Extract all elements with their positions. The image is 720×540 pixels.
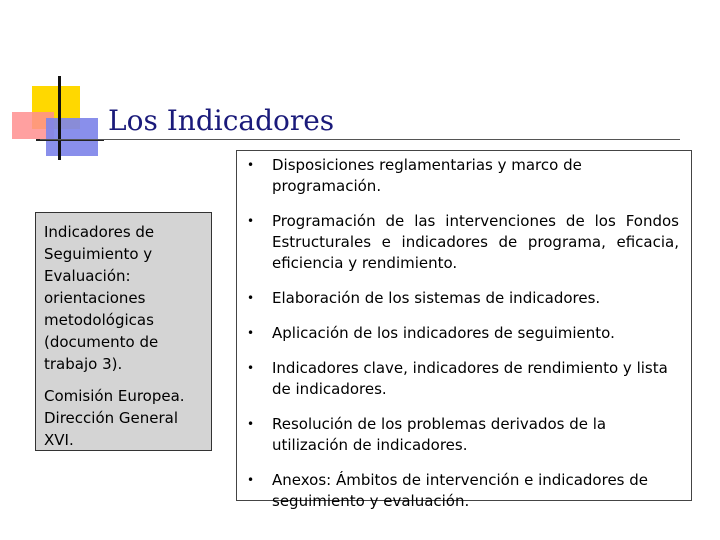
bullet-dot-icon: • — [247, 326, 255, 340]
bullet-dot-icon: • — [247, 417, 255, 431]
contents-box — [236, 150, 692, 510]
list-item — [237, 414, 679, 456]
source-publisher-text: Comisión Europea. Dirección General XVI. — [44, 387, 185, 449]
title-underline — [40, 139, 680, 140]
list-item-text: Resolución de los problemas derivados de la utilización de indicadores. — [272, 415, 607, 454]
list-item — [237, 323, 679, 344]
bullet-list — [237, 155, 679, 512]
source-document-text: Indicadores de Seguimiento y Evaluación: orientaciones metodológicas (documento de trabajo 3). — [44, 223, 159, 373]
logo-blue-square — [46, 118, 98, 156]
bullet-dot-icon: • — [247, 291, 255, 305]
logo-vertical-line — [58, 76, 61, 160]
bullet-dot-icon: • — [247, 214, 255, 228]
list-item — [237, 288, 679, 309]
list-item-text: Anexos: Ámbitos de intervención e indicadores de seguimiento y evaluación. — [272, 471, 649, 510]
bullet-dot-icon: • — [247, 361, 255, 375]
list-item-text: Programación de las intervenciones de los Fondos Estructurales e indicadores de programa, eficacia, eficiencia y rendimiento. — [272, 212, 679, 272]
list-item-text: Indicadores clave, indicadores de rendimiento y lista de indicadores. — [272, 359, 668, 398]
list-item — [237, 211, 679, 274]
slide-title: Los Indicadores — [108, 104, 335, 137]
bullet-dot-icon: • — [247, 158, 255, 172]
decorative-logo — [0, 0, 110, 165]
list-item-text: Disposiciones reglamentarias y marco de programación. — [272, 156, 582, 195]
bullet-dot-icon: • — [247, 473, 255, 487]
list-item — [237, 470, 679, 512]
source-box — [35, 212, 212, 451]
list-item-text: Aplicación de los indicadores de seguimiento. — [272, 324, 615, 342]
list-item — [237, 358, 679, 400]
list-item-text: Elaboración de los sistemas de indicadores. — [272, 289, 601, 307]
list-item — [237, 155, 679, 197]
